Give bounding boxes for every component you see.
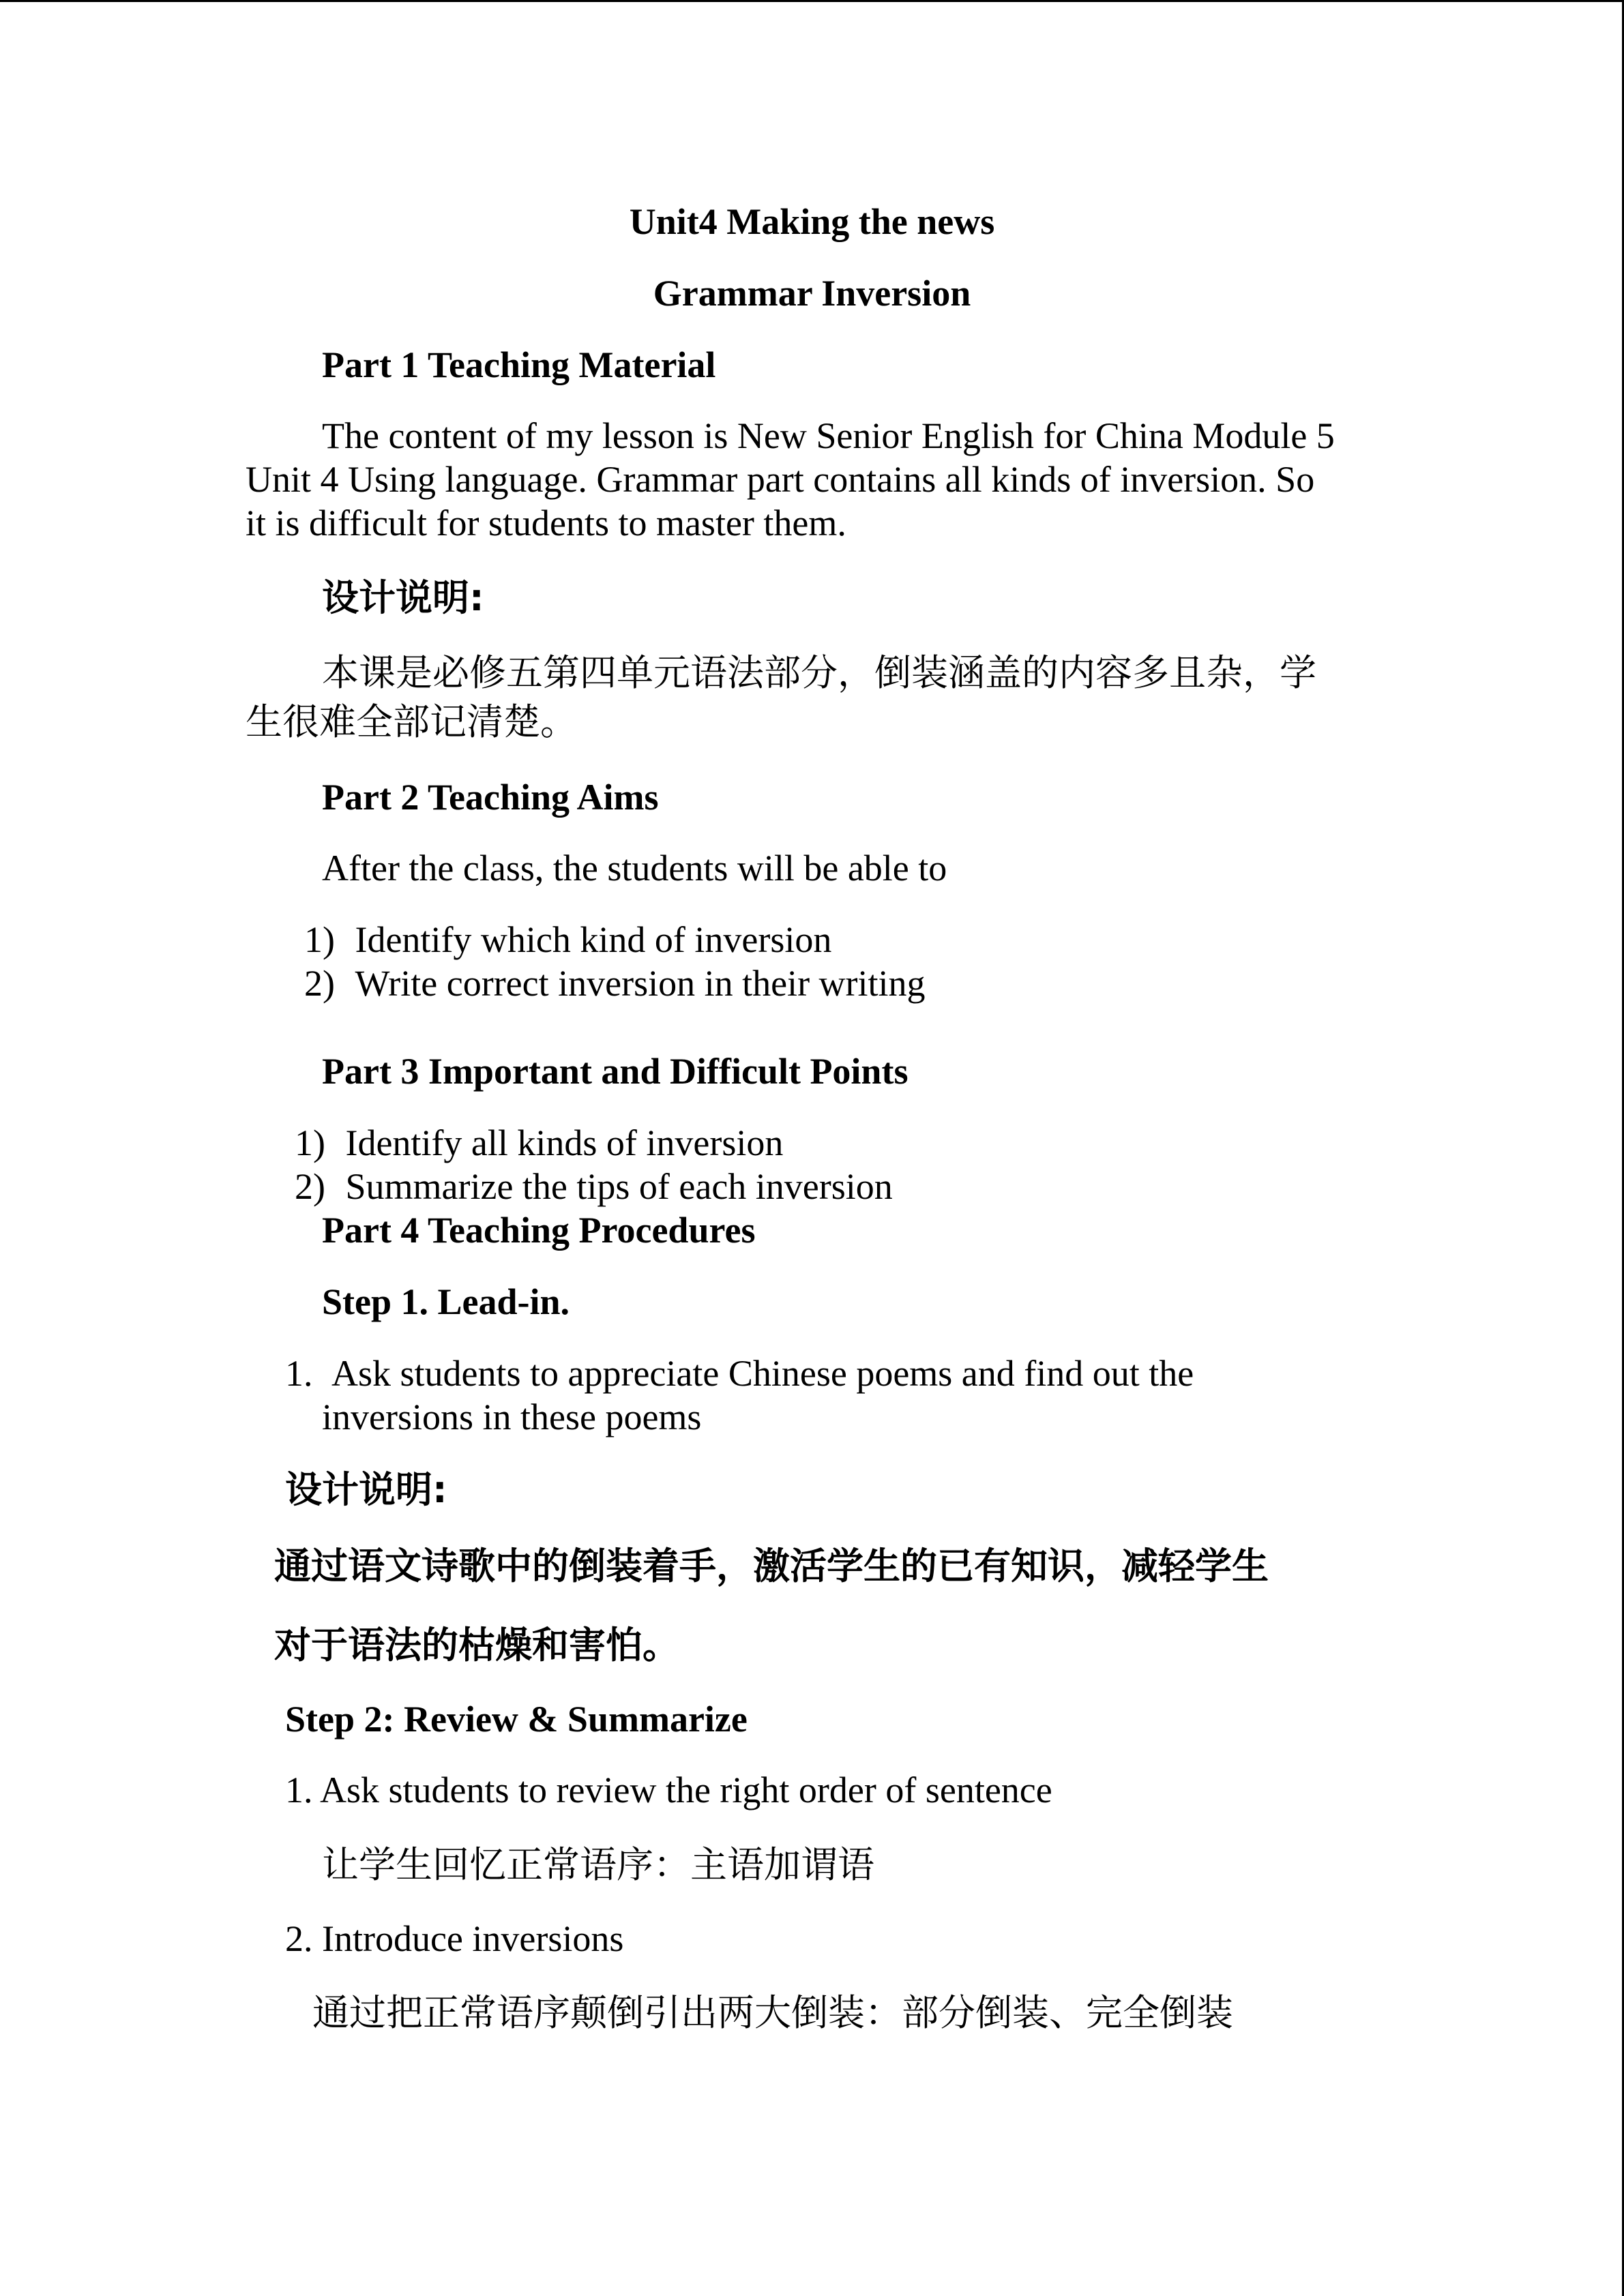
step1-item-line-1: Ask students to appreciate Chinese poems and find out the	[331, 1353, 1194, 1394]
step1-item-number: 1.	[285, 1353, 313, 1394]
part2-intro: After the class, the students will be able to	[322, 848, 947, 889]
step2-item-2: 2. Introduce inversions	[285, 1918, 624, 1959]
part3-list-item-2	[295, 1165, 893, 1208]
part1-para-line-1: The content of my lesson is New Senior English for China Module 5	[322, 415, 1335, 456]
part1-heading: Part 1 Teaching Material	[322, 344, 716, 385]
list-number: 1)	[304, 919, 335, 960]
step2-item-1-note: 让学生回忆正常语序：主语加谓语	[322, 1843, 874, 1886]
document-subtitle: Grammar Inversion	[653, 273, 971, 314]
step1-heading: Step 1. Lead-in.	[322, 1281, 570, 1322]
list-text: Identify which kind of inversion	[355, 919, 832, 960]
part2-list-item-2	[304, 961, 926, 1005]
step1-design-label: 设计说明:	[285, 1468, 447, 1511]
document-title: Unit4 Making the news	[629, 201, 995, 242]
part1-para-line-2: Unit 4 Using language. Grammar part contains all kinds of inversion. So	[246, 459, 1315, 500]
list-text: Summarize the tips of each inversion	[345, 1166, 893, 1207]
step1-design-line-1: 通过语文诗歌中的倒装着手，激活学生的已有知识，减轻学生	[274, 1545, 1269, 1587]
step1-item-line-2: inversions in these poems	[322, 1397, 702, 1437]
list-number: 2)	[304, 963, 335, 1004]
list-text: Write correct inversion in their writing	[355, 963, 926, 1004]
step2-heading: Step 2: Review & Summarize	[285, 1699, 748, 1740]
part4-heading: Part 4 Teaching Procedures	[322, 1210, 756, 1251]
list-text: Identify all kinds of inversion	[345, 1122, 784, 1163]
part3-heading: Part 3 Important and Difficult Points	[322, 1051, 909, 1092]
part1-para-line-3: it is difficult for students to master them.	[246, 503, 846, 543]
part2-list-item-1	[304, 918, 831, 961]
step2-item-2-note: 通过把正常语序颠倒引出两大倒装：部分倒装、完全倒装	[312, 1991, 1233, 2034]
list-number: 2)	[295, 1166, 325, 1207]
part2-heading: Part 2 Teaching Aims	[322, 777, 659, 818]
list-number: 1)	[295, 1122, 325, 1163]
part1-design-line-1: 本课是必修五第四单元语法部分，倒装涵盖的内容多且杂，学	[322, 651, 1316, 694]
step1-design-line-2: 对于语法的枯燥和害怕。	[274, 1624, 679, 1667]
part1-design-label: 设计说明:	[322, 576, 484, 619]
part1-design-line-2: 生很难全部记清楚。	[246, 700, 577, 743]
part3-list-item-1	[295, 1121, 783, 1165]
step2-item-1: 1. Ask students to review the right order of sentence	[285, 1770, 1052, 1810]
